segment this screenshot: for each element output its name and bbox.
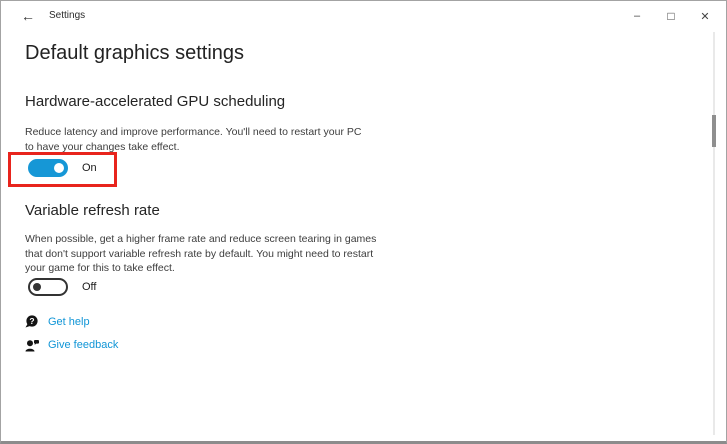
vrr-toggle[interactable] — [28, 278, 68, 296]
vrr-description: When possible, get a higher frame rate and reduce screen tearing in games that don't support variable refresh rate by default. You might need to restart your game for this to take effect. — [25, 233, 377, 274]
close-button[interactable] — [688, 1, 722, 31]
minimize-button[interactable] — [620, 1, 654, 31]
give-feedback-label: Give feedback — [48, 339, 119, 351]
window-title: Settings — [49, 10, 86, 21]
back-arrow-icon: ← — [21, 8, 35, 24]
back-button[interactable] — [15, 5, 41, 27]
maximize-button[interactable] — [654, 1, 688, 31]
get-help-label: Get help — [48, 316, 90, 328]
gpu-scheduling-toggle[interactable] — [28, 159, 68, 177]
minimize-icon: – — [633, 10, 641, 22]
gpu-scheduling-toggle-row — [28, 159, 97, 177]
caption-buttons — [620, 1, 722, 31]
toggle-knob — [54, 163, 64, 173]
svg-text:?: ? — [28, 315, 35, 326]
help-chat-icon — [23, 314, 40, 330]
maximize-icon: □ — [667, 9, 675, 23]
scrollbar-track — [713, 32, 715, 435]
vrr-toggle-row — [28, 278, 96, 296]
feedback-person-icon — [23, 337, 40, 353]
gpu-scheduling-description: Reduce latency and improve performance. You'll need to restart your PC to have your changes take effect. — [25, 126, 362, 153]
toggle-knob — [33, 283, 41, 291]
vrr-heading: Variable refresh rate — [25, 202, 160, 219]
scrollbar-thumb[interactable] — [712, 115, 716, 147]
vrr-toggle-state-label: Off — [82, 281, 97, 293]
close-icon: ✕ — [700, 10, 710, 23]
title-bar — [1, 1, 726, 31]
gpu-scheduling-heading: Hardware-accelerated GPU scheduling — [25, 93, 286, 110]
give-feedback-link[interactable] — [23, 337, 118, 353]
get-help-link[interactable] — [23, 314, 90, 330]
gpu-toggle-state-label: On — [82, 162, 97, 174]
page-title: Default graphics settings — [25, 42, 245, 64]
